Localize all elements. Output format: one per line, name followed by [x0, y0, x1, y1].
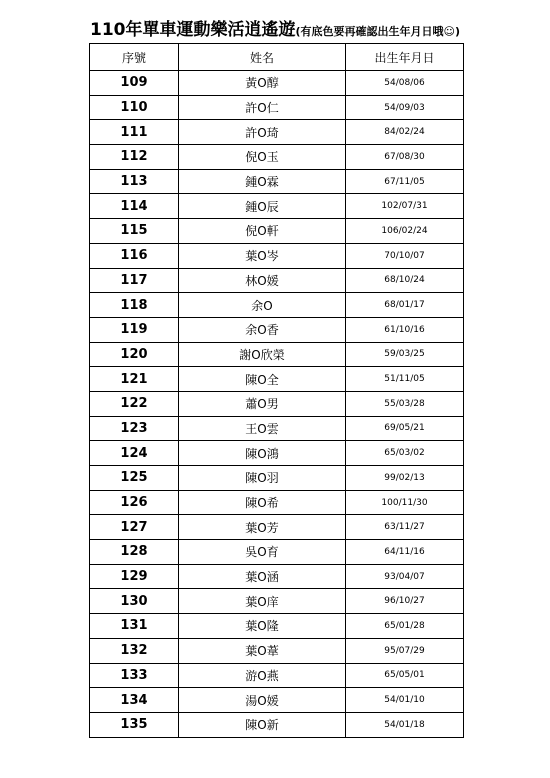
table-row — [90, 243, 464, 268]
name-cell: 葉O隆 — [179, 614, 346, 639]
name-cell: 黃O醇 — [179, 71, 346, 96]
name-cell: 余O — [179, 293, 346, 318]
serial-cell: 130 — [90, 589, 179, 614]
serial-cell: 110 — [90, 95, 179, 120]
table-row — [90, 540, 464, 565]
serial-cell: 125 — [90, 466, 179, 491]
title-note: (有底色要再確認出生年月日哦☺) — [295, 25, 461, 38]
birthdate-cell: 54/09/03 — [346, 95, 464, 120]
document-title — [0, 15, 550, 40]
serial-cell: 134 — [90, 688, 179, 713]
name-cell: 蕭O男 — [179, 391, 346, 416]
table-row — [90, 219, 464, 244]
table-row — [90, 688, 464, 713]
birthdate-cell: 54/08/06 — [346, 71, 464, 96]
table-row — [90, 268, 464, 293]
birthdate-cell: 65/01/28 — [346, 614, 464, 639]
serial-cell: 111 — [90, 120, 179, 145]
name-cell: 謝O欣榮 — [179, 342, 346, 367]
table-row — [90, 342, 464, 367]
name-cell: 葉O岑 — [179, 243, 346, 268]
name-cell: 鍾O霖 — [179, 169, 346, 194]
name-cell: 陳O希 — [179, 490, 346, 515]
serial-cell: 114 — [90, 194, 179, 219]
name-cell: 陳O新 — [179, 712, 346, 737]
name-cell: 王O雲 — [179, 416, 346, 441]
name-cell: 葉O涵 — [179, 564, 346, 589]
serial-cell: 128 — [90, 540, 179, 565]
birthdate-cell: 96/10/27 — [346, 589, 464, 614]
birthdate-cell: 65/05/01 — [346, 663, 464, 688]
name-cell: 許O仁 — [179, 95, 346, 120]
birthdate-cell: 67/08/30 — [346, 145, 464, 170]
table-row — [90, 367, 464, 392]
participant-table — [89, 43, 464, 738]
title-main: 110年單車運動樂活逍遙遊 — [89, 20, 296, 40]
serial-cell: 120 — [90, 342, 179, 367]
serial-cell: 116 — [90, 243, 179, 268]
birthdate-cell: 70/10/07 — [346, 243, 464, 268]
table-row — [90, 490, 464, 515]
header-serial: 序號 — [90, 44, 179, 71]
serial-cell: 126 — [90, 490, 179, 515]
name-cell: 吳O育 — [179, 540, 346, 565]
name-cell: 湯O媛 — [179, 688, 346, 713]
name-cell: 葉O葦 — [179, 638, 346, 663]
serial-cell: 133 — [90, 663, 179, 688]
name-cell: 陳O鴻 — [179, 441, 346, 466]
table-row — [90, 293, 464, 318]
table-row — [90, 95, 464, 120]
table-row — [90, 145, 464, 170]
table-row — [90, 638, 464, 663]
birthdate-cell: 99/02/13 — [346, 466, 464, 491]
table-body — [90, 71, 464, 738]
serial-cell: 113 — [90, 169, 179, 194]
serial-cell: 115 — [90, 219, 179, 244]
table-row — [90, 194, 464, 219]
table-row — [90, 663, 464, 688]
header-birthdate: 出生年月日 — [346, 44, 464, 71]
serial-cell: 121 — [90, 367, 179, 392]
serial-cell: 129 — [90, 564, 179, 589]
birthdate-cell: 93/04/07 — [346, 564, 464, 589]
table-row — [90, 466, 464, 491]
name-cell: 林O媛 — [179, 268, 346, 293]
name-cell: 倪O軒 — [179, 219, 346, 244]
name-cell: 倪O玉 — [179, 145, 346, 170]
serial-cell: 124 — [90, 441, 179, 466]
table-row — [90, 564, 464, 589]
birthdate-cell: 59/03/25 — [346, 342, 464, 367]
birthdate-cell: 65/03/02 — [346, 441, 464, 466]
birthdate-cell: 54/01/10 — [346, 688, 464, 713]
serial-cell: 109 — [90, 71, 179, 96]
serial-cell: 119 — [90, 317, 179, 342]
birthdate-cell: 68/10/24 — [346, 268, 464, 293]
birthdate-cell: 51/11/05 — [346, 367, 464, 392]
table-row — [90, 589, 464, 614]
header-row — [90, 44, 464, 71]
birthdate-cell: 102/07/31 — [346, 194, 464, 219]
table-row — [90, 169, 464, 194]
birthdate-cell: 61/10/16 — [346, 317, 464, 342]
table-row — [90, 614, 464, 639]
serial-cell: 117 — [90, 268, 179, 293]
birthdate-cell: 64/11/16 — [346, 540, 464, 565]
serial-cell: 127 — [90, 515, 179, 540]
serial-cell: 132 — [90, 638, 179, 663]
birthdate-cell: 63/11/27 — [346, 515, 464, 540]
name-cell: 陳O羽 — [179, 466, 346, 491]
birthdate-cell: 106/02/24 — [346, 219, 464, 244]
name-cell: 葉O庠 — [179, 589, 346, 614]
name-cell: 陳O全 — [179, 367, 346, 392]
table-row — [90, 317, 464, 342]
table-row — [90, 441, 464, 466]
serial-cell: 118 — [90, 293, 179, 318]
table-row — [90, 120, 464, 145]
birthdate-cell: 84/02/24 — [346, 120, 464, 145]
table-row — [90, 391, 464, 416]
table-row — [90, 515, 464, 540]
name-cell: 鍾O辰 — [179, 194, 346, 219]
birthdate-cell: 54/01/18 — [346, 712, 464, 737]
serial-cell: 123 — [90, 416, 179, 441]
table-row — [90, 416, 464, 441]
serial-cell: 112 — [90, 145, 179, 170]
serial-cell: 131 — [90, 614, 179, 639]
name-cell: 游O燕 — [179, 663, 346, 688]
table-row — [90, 712, 464, 737]
birthdate-cell: 69/05/21 — [346, 416, 464, 441]
name-cell: 葉O芳 — [179, 515, 346, 540]
birthdate-cell: 100/11/30 — [346, 490, 464, 515]
birthdate-cell: 55/03/28 — [346, 391, 464, 416]
name-cell: 許O琦 — [179, 120, 346, 145]
birthdate-cell: 68/01/17 — [346, 293, 464, 318]
serial-cell: 122 — [90, 391, 179, 416]
birthdate-cell: 95/07/29 — [346, 638, 464, 663]
birthdate-cell: 67/11/05 — [346, 169, 464, 194]
name-cell: 余O香 — [179, 317, 346, 342]
serial-cell: 135 — [90, 712, 179, 737]
header-name: 姓名 — [179, 44, 346, 71]
table-row — [90, 71, 464, 96]
